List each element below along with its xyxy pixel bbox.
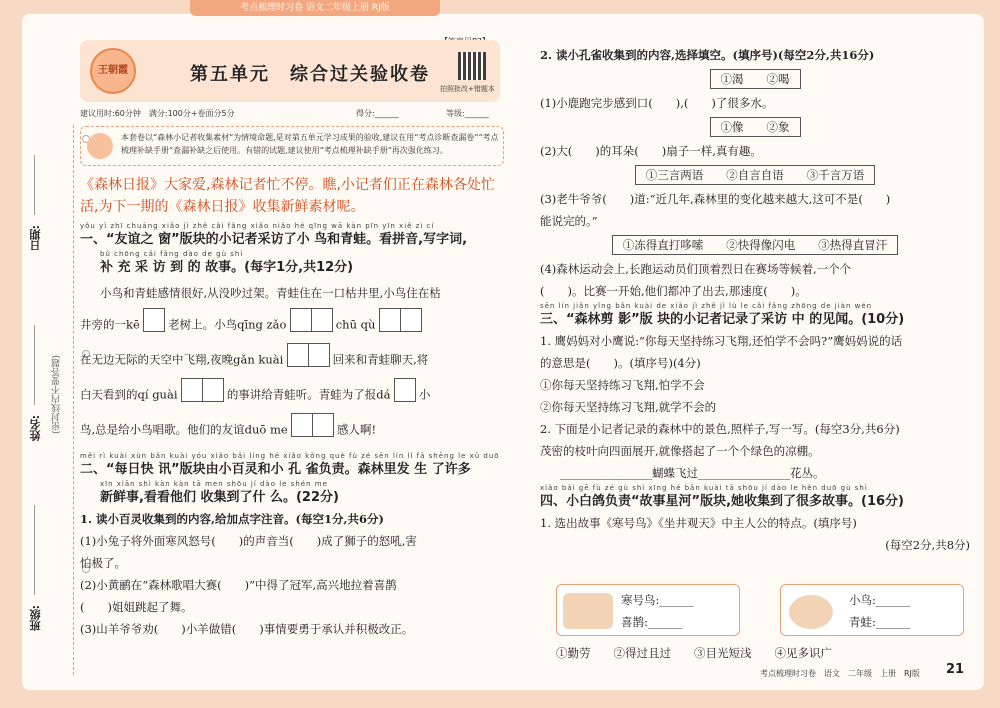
q1-line1: 小鸟和青蛙感情很好,从没吵过架。青蛙住在一口枯井里,小鸟住在枯 — [100, 286, 441, 300]
q3-example: 茂密的枝叶向四面展开,就像搭起了一个个绿色的凉棚。 — [540, 444, 820, 458]
banner: 考点梳理时习卷 语文二年级上册 RJ版 — [190, 0, 440, 16]
q2-item2b: ( )姐姐跳起了舞。 — [80, 600, 193, 614]
text: 老树上。小鸟qīng zǎo — [168, 317, 287, 332]
q3-opt2: ②你每天坚持练习飞翔,就学不会的 — [540, 400, 717, 414]
option-box: ①三言两语 ②自言自语 ③千言万语 — [635, 165, 876, 185]
q4-options: ①勤劳 ②得过且过 ③目光短浅 ④见多识广 — [556, 646, 832, 660]
text: 感人啊! — [337, 422, 377, 437]
name-line — [34, 325, 35, 405]
q2-item3: (3)山羊爷爷劝( )小羊做错( )事情要勇于承认并积极改正。 — [80, 622, 414, 636]
text: 在无边无际的天空中飞翔,夜晚gǎn kuài — [80, 352, 284, 367]
scenario-lede: 《森林日报》大家爱,森林记者忙不停。瞧,小记者们正在森林各处忙活,为下一期的《森林日报》收集新鲜素材呢。 — [80, 177, 495, 215]
option-box: ①冻得直打哆嗦 ②快得像闪电 ③热得直冒汗 — [612, 235, 899, 255]
q4-title: 四、小白鸽负责“故事星河”版块,她收集到了很多故事。(16分) — [540, 494, 905, 509]
text: 井旁的一kē — [80, 317, 140, 332]
answer-grid[interactable] — [394, 378, 415, 413]
answer-grid[interactable] — [287, 343, 329, 378]
footer: 考点梳理时习卷 语文 二年级 上册 RJ版 — [760, 669, 920, 678]
q2-item1b: 怕极了。 — [80, 556, 126, 570]
q4-sub1b: (每空2分,共8分) — [885, 538, 970, 552]
answer-hanhaoniao[interactable]: 寒号鸟:______ — [621, 593, 694, 607]
page-title: 第五单元 综合过关验收卷 — [190, 64, 430, 85]
q1-line4 — [80, 378, 508, 413]
q1-title2: 补 充 采 访 到 的 故事。(每字1分,共12分) — [100, 260, 354, 275]
time-info: 建议用时:60分钟 满分:100分+卷面分5分 — [80, 109, 235, 118]
fill-3: (3)老牛爷爷( )道:“近几年,森林里的变化越来越大,这可不是( ) — [540, 192, 891, 206]
answer-xique[interactable]: 喜鹊:______ — [621, 615, 683, 629]
brand-logo: 王朝霞 — [90, 48, 136, 94]
q2-sub2: 2. 读小孔雀收集到的内容,选择填空。(填序号)(每空2分,共16分) — [540, 48, 875, 62]
q4-pinyin: xiǎo bái gē fù zé gù shì xīng hé bǎn kuài tā shōu jí dào le hěn duō gù shì — [540, 484, 868, 492]
text: 鸟,总是给小鸟唱歌。他们的友谊duō me — [80, 422, 288, 437]
bird-icon — [563, 593, 613, 629]
fill-2: (2)大( )的耳朵( )扇子一样,真有趣。 — [540, 144, 762, 158]
fill-4b: ( )。比赛一开始,他们都冲了出去,那速度( )。 — [540, 284, 807, 298]
text: 小 — [418, 387, 431, 402]
binding-strip — [22, 125, 74, 675]
answer-grid[interactable] — [143, 308, 164, 343]
name-label: 姓名: — [29, 415, 42, 442]
q1-line2 — [80, 308, 508, 343]
q3-sub1b: 的意思是( )。(填序号)(4分) — [540, 356, 701, 370]
intro-text: 本套卷以“森林小记者收集素材”为情境命题,是对第五单元学习成果的验收,建议在用“考点诊断查漏卷”“考点梳理补缺手册”查漏补缺之后使用。有错的试题,建议使用“考点梳理补缺手册”再次强化练习。 — [121, 133, 499, 155]
right-column — [540, 44, 970, 556]
seal-note: (密封线内不要答题) — [52, 355, 62, 435]
fill-3b: 能说完的。” — [540, 214, 598, 228]
date-line — [34, 155, 35, 215]
qr-caption: 拍照批改+错题本 — [440, 85, 495, 93]
q2-title: 二、“每日快 讯”版块由小百灵和小 孔 雀负责。森林里发 生 了许多 — [80, 462, 471, 477]
q1-title: 一、“友谊之 窗”版块的小记者采访了小 鸟和青蛙。看拼音,写字词, — [80, 232, 468, 247]
option-box: ①渴 ②喝 — [710, 69, 801, 89]
q3-opt1: ①你每天坚持练习飞翔,怕学不会 — [540, 378, 705, 392]
answer-xiaoniao[interactable]: 小鸟:______ — [849, 593, 911, 607]
q3-title: 三、“森林剪 影”版 块的小记者记录了采访 中 的见闻。(10分) — [540, 312, 905, 327]
mascot-icon — [87, 133, 113, 159]
class-line — [34, 505, 35, 595]
q2-item2: (2)小黄鹂在“森林歌唱大赛( )”中得了冠军,高兴地拉着喜鹊 — [80, 578, 397, 592]
answer-qingwa[interactable]: 青蛙:______ — [849, 615, 911, 629]
answer-grid[interactable] — [379, 308, 421, 343]
story-box-2 — [780, 584, 964, 636]
q2-pinyin: měi rì kuài xùn bǎn kuài yóu xiǎo bǎi líng hé xiǎo kǒng què fù zé sēn lín lǐ fā shēng le xǔ duō — [80, 452, 500, 460]
left-column — [80, 174, 508, 640]
fill-4: (4)森林运动会上,长跑运动员们顶着烈日在赛场等候着,一个个 — [540, 262, 852, 276]
text: chū qù — [335, 317, 376, 332]
story-box-1 — [556, 584, 740, 636]
text: 白天看到的qí guài — [80, 387, 178, 402]
q4-sub1: 1. 选出故事《寒号鸟》《坐井观天》中主人公的特点。(填序号) — [540, 516, 857, 530]
qr-code-icon[interactable] — [458, 52, 486, 80]
class-label: 班级: — [29, 605, 42, 632]
header — [80, 40, 500, 102]
page-number: 21 — [946, 662, 965, 677]
text: 的事讲给青蛙听。青蛙为了报dá — [226, 387, 391, 402]
score-field[interactable]: 得分:______ — [356, 109, 399, 118]
intro-box — [80, 126, 504, 166]
answer-grid[interactable] — [291, 413, 333, 448]
answer-grid[interactable] — [290, 308, 332, 343]
q3-sub1: 1. 鹰妈妈对小鹰说:“你每天坚持练习飞翔,还怕学不会吗?”鹰妈妈说的话 — [540, 334, 903, 348]
q1-line5 — [80, 413, 508, 448]
q1-pinyin2: bǔ chōng cǎi fǎng dào de gù shì — [100, 250, 244, 258]
fill-1: (1)小鹿跑完步感到口( ),( )了很多水。 — [540, 96, 774, 110]
date-label: 日期: — [29, 225, 42, 252]
q1-line3 — [80, 343, 508, 378]
q2-pinyin2: xīn xiān shì kàn kàn tā men shōu jí dào le shén me — [100, 480, 328, 488]
q3-pinyin: sēn lín jiǎn yǐng bǎn kuài de xiǎo jì zhě jì lù le cǎi fǎng zhōng de jiàn wén — [540, 302, 873, 310]
q2-title2: 新鲜事,看看他们 收集到了什 么。(22分) — [100, 490, 339, 505]
q3-sub2: 2. 下面是小记者记录的森林中的景色,照样子,写一写。(每空3分,共6分) — [540, 422, 900, 436]
q3-fill[interactable]: ________________蝴蝶飞过________________花丛。 — [560, 466, 825, 480]
option-box: ①像 ②象 — [710, 117, 801, 137]
grade-field[interactable]: 等级:______ — [446, 109, 489, 118]
frog-icon — [789, 595, 833, 629]
text: 回来和青蛙聊天,将 — [332, 352, 429, 367]
q2-sub1: 1. 读小百灵收集到的内容,给加点字注音。(每空1分,共6分) — [80, 512, 384, 526]
q1-pinyin: yǒu yì zhī chuāng xiǎo jì zhě cǎi fǎng xiǎo niǎo hé qīng wā kàn pīn yīn xiě zì cí — [80, 222, 435, 230]
answer-grid[interactable] — [181, 378, 223, 413]
q2-item1: (1)小兔子将外面寒风怒号( )的声音当( )成了狮子的怒吼,害 — [80, 534, 417, 548]
